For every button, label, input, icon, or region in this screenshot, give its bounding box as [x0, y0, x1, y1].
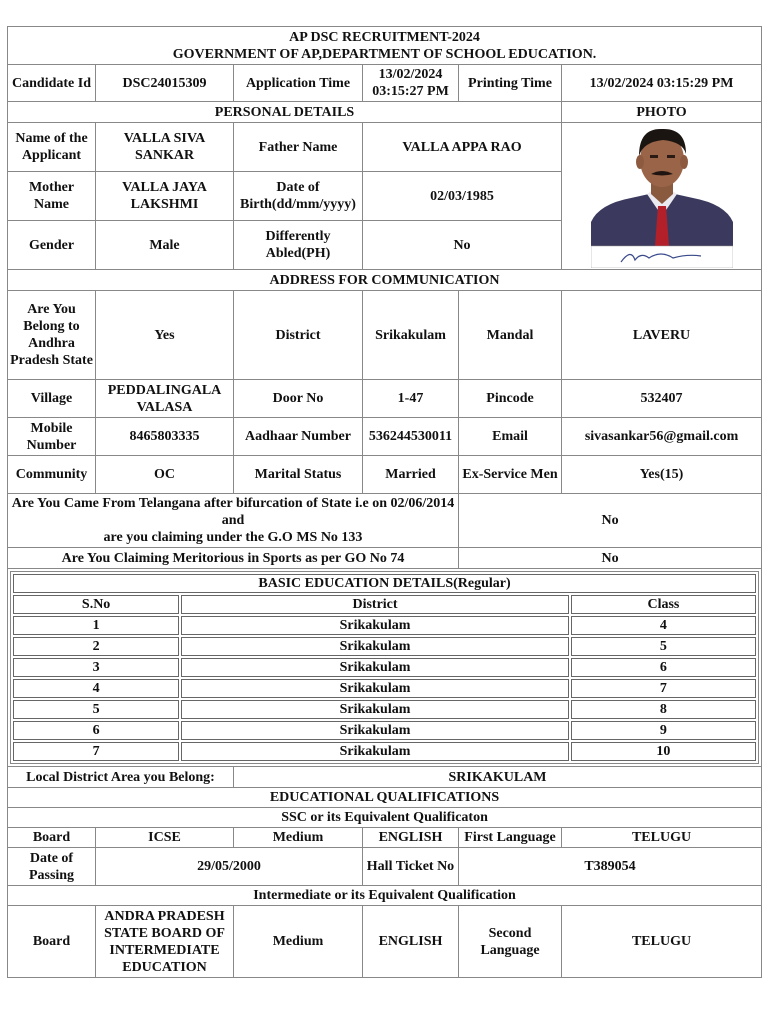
header-title: AP DSC RECRUITMENT-2024: [289, 29, 480, 45]
row-sno: 5: [13, 700, 179, 719]
basic-education-title: BASIC EDUCATION DETAILS(Regular): [13, 574, 756, 593]
row-sno: 7: [13, 742, 179, 761]
table-row: [13, 616, 756, 635]
row-district: Srikakulam: [181, 679, 569, 698]
row-class: 6: [571, 658, 756, 677]
ssc-language: TELUGU: [562, 828, 762, 848]
header-subtitle: GOVERNMENT OF AP,DEPARTMENT OF SCHOOL EDUCATION.: [172, 46, 597, 62]
pincode: 532407: [562, 380, 762, 418]
applicant-name-label: Name of the Applicant: [8, 123, 96, 172]
mandal: LAVERU: [562, 291, 762, 380]
gender: Male: [96, 221, 234, 270]
row-sno: 4: [13, 679, 179, 698]
ph-label: Differently Abled(PH): [234, 221, 363, 270]
mother-name-label: Mother Name: [8, 172, 96, 221]
basic-education-table: [10, 571, 759, 764]
marital-label: Marital Status: [234, 456, 363, 494]
row-sno: 2: [13, 637, 179, 656]
ap-state-label: Are You Belong to Andhra Pradesh State: [8, 291, 96, 380]
aadhaar-label: Aadhaar Number: [234, 418, 363, 456]
exservice: Yes(15): [562, 456, 762, 494]
inter-language-label: Second Language: [459, 906, 562, 978]
ssc-title: SSC or its Equivalent Qualificaton: [8, 808, 762, 828]
row-class: 9: [571, 721, 756, 740]
inter-medium-label: Medium: [234, 906, 363, 978]
ssc-board: ICSE: [96, 828, 234, 848]
sports-answer: No: [459, 548, 762, 569]
mandal-label: Mandal: [459, 291, 562, 380]
table-row: [13, 637, 756, 656]
photo-title: PHOTO: [562, 102, 762, 123]
application-time: [363, 65, 459, 102]
column-header: District: [181, 595, 569, 614]
table-row: [13, 700, 756, 719]
basic-education-header: [13, 595, 756, 614]
telangana-question: [8, 494, 459, 548]
sports-question: Are You Claiming Meritorious in Sports as per GO No 74: [8, 548, 459, 569]
row-district: Srikakulam: [181, 637, 569, 656]
row-district: Srikakulam: [181, 658, 569, 677]
ap-state: Yes: [96, 291, 234, 380]
meta-row: [8, 65, 762, 102]
row-class: 4: [571, 616, 756, 635]
ssc-board-label: Board: [8, 828, 96, 848]
table-row: [13, 658, 756, 677]
column-header: Class: [571, 595, 756, 614]
table-row: [13, 721, 756, 740]
inter-language: TELUGU: [562, 906, 762, 978]
application-clock: 03:15:27 PM: [372, 84, 449, 99]
email: sivasankar56@gmail.com: [562, 418, 762, 456]
door-no: 1-47: [363, 380, 459, 418]
inter-medium: ENGLISH: [363, 906, 459, 978]
local-district-label: Local District Area you Belong:: [8, 767, 234, 788]
father-name: VALLA APPA RAO: [363, 123, 562, 172]
printing-time-label: Printing Time: [459, 65, 562, 102]
ssc-medium-label: Medium: [234, 828, 363, 848]
mobile-label: Mobile Number: [8, 418, 96, 456]
ssc-hallticket: T389054: [459, 848, 762, 886]
row-class: 7: [571, 679, 756, 698]
father-name-label: Father Name: [234, 123, 363, 172]
gender-label: Gender: [8, 221, 96, 270]
village-label: Village: [8, 380, 96, 418]
pincode-label: Pincode: [459, 380, 562, 418]
ssc-date-label: Date of Passing: [8, 848, 96, 886]
email-label: Email: [459, 418, 562, 456]
candidate-id: DSC24015309: [96, 65, 234, 102]
form-header: [8, 27, 762, 65]
district-label: District: [234, 291, 363, 380]
inter-board: ANDRA PRADESH STATE BOARD OF INTERMEDIATE EDUCATION: [96, 906, 234, 978]
aadhaar: 536244530011: [363, 418, 459, 456]
mobile: 8465803335: [96, 418, 234, 456]
qualifications-title: EDUCATIONAL QUALIFICATIONS: [8, 788, 762, 808]
row-class: 8: [571, 700, 756, 719]
basic-education-section: [8, 569, 762, 767]
row-class: 5: [571, 637, 756, 656]
application-form: [7, 26, 762, 978]
dob: 02/03/1985: [363, 172, 562, 221]
district: Srikakulam: [363, 291, 459, 380]
inter-board-label: Board: [8, 906, 96, 978]
column-header: S.No: [13, 595, 179, 614]
table-row: [13, 679, 756, 698]
row-district: Srikakulam: [181, 742, 569, 761]
door-label: Door No: [234, 380, 363, 418]
application-time-label: Application Time: [234, 65, 363, 102]
applicant-name: VALLA SIVA SANKAR: [96, 123, 234, 172]
application-date: 13/02/2024: [378, 67, 443, 82]
mother-name: VALLA JAYA LAKSHMI: [96, 172, 234, 221]
dob-label: Date of Birth(dd/mm/yyyy): [234, 172, 363, 221]
ssc-language-label: First Language: [459, 828, 562, 848]
printing-time: 13/02/2024 03:15:29 PM: [562, 65, 762, 102]
village: PEDDALINGALA VALASA: [96, 380, 234, 418]
row-class: 10: [571, 742, 756, 761]
row-district: Srikakulam: [181, 721, 569, 740]
inter-title: Intermediate or its Equivalent Qualification: [8, 886, 762, 906]
row-sno: 3: [13, 658, 179, 677]
address-title: ADDRESS FOR COMMUNICATION: [8, 270, 762, 291]
row-sno: 1: [13, 616, 179, 635]
personal-details-title: PERSONAL DETAILS: [8, 102, 562, 123]
telangana-question-line2: are you claiming under the G.O MS No 133: [103, 530, 363, 545]
telangana-answer: No: [459, 494, 762, 548]
photo-cell: [562, 123, 762, 270]
ssc-hallticket-label: Hall Ticket No: [363, 848, 459, 886]
local-district: SRIKAKULAM: [234, 767, 762, 788]
exservice-label: Ex-Service Men: [459, 456, 562, 494]
table-row: [13, 742, 756, 761]
candidate-id-label: Candidate Id: [8, 65, 96, 102]
row-district: Srikakulam: [181, 700, 569, 719]
community-label: Community: [8, 456, 96, 494]
community: OC: [96, 456, 234, 494]
row-sno: 6: [13, 721, 179, 740]
row-district: Srikakulam: [181, 616, 569, 635]
ph: No: [363, 221, 562, 270]
applicant-photo: [591, 124, 733, 268]
marital: Married: [363, 456, 459, 494]
ssc-date: 29/05/2000: [96, 848, 363, 886]
ssc-medium: ENGLISH: [363, 828, 459, 848]
telangana-question-line1: Are You Came From Telangana after bifurcation of State i.e on 02/06/2014 and: [11, 496, 455, 528]
